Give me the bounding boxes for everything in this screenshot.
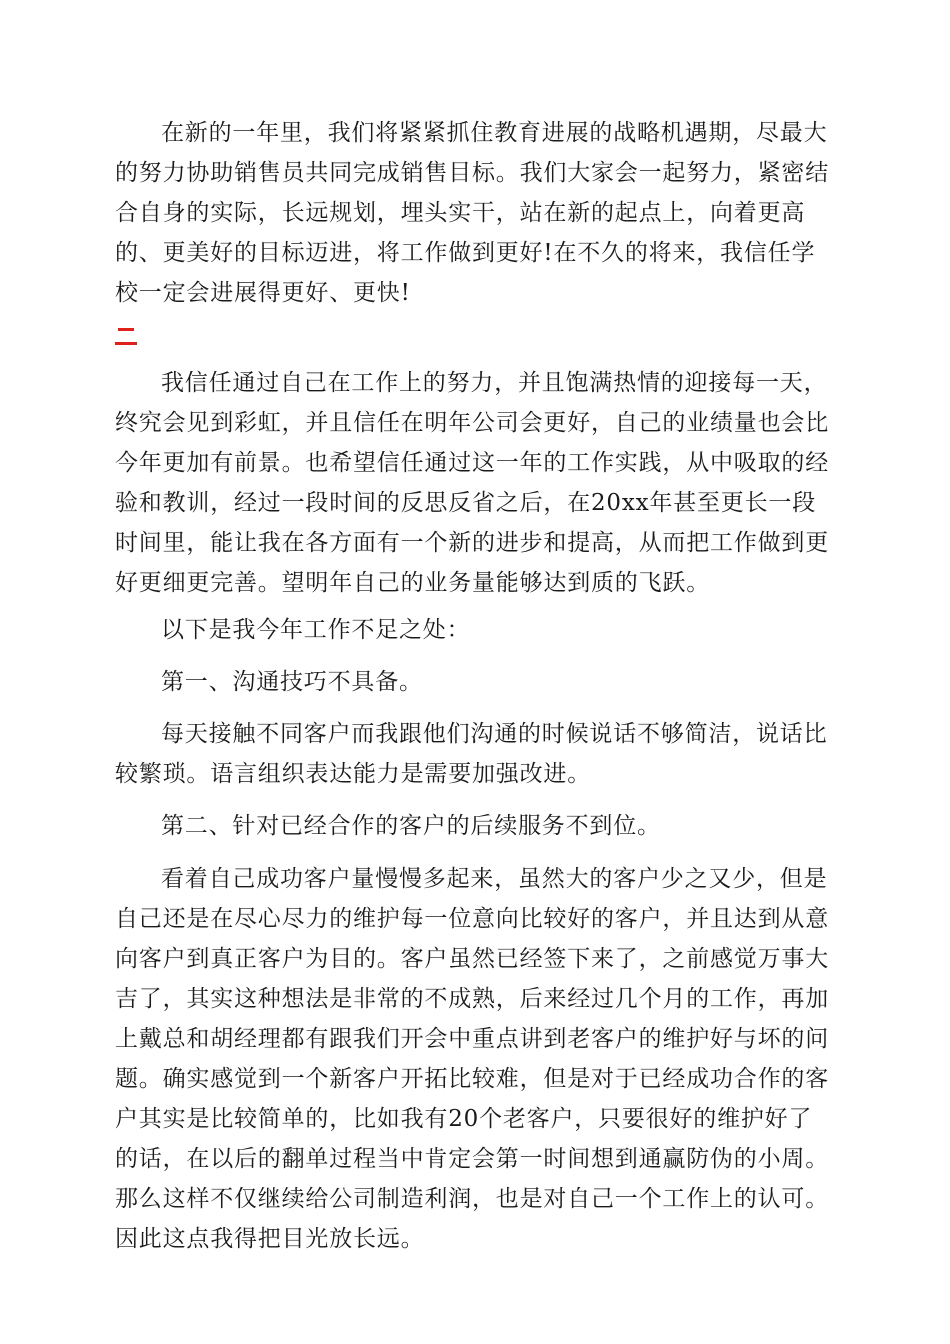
paragraph-closing-goals: 在新的一年里，我们将紧紧抓住教育进展的战略机遇期，尽最大的努力协助销售员共同完成销售目标。我们大家会一起努力，紧密结合自身的实际，长远规划，埋头实干，站在新的起点上，向着更高的、更美好的目标迈进，将工作做到更好!在不久的将来，我信任学校一定会进展得更好、更快! [115,120,829,306]
paragraph-shortcomings-intro: 以下是我今年工作不足之处： [161,617,471,643]
paragraph-point-one-title: 第一、沟通技巧不具备。 [161,669,423,695]
section-label [115,327,116,328]
section-number-two [115,327,137,347]
section-mark-bottom-stroke [115,342,137,345]
section-mark-top-stroke [118,328,134,331]
paragraph-outlook: 我信任通过自己在工作上的努力，并且饱满热情的迎接每一天，终究会见到彩虹，并且信任在明年公司会更好，自己的业绩量也会比今年更加有前景。也希望信任通过这一年的工作实践，从中吸取的经验和教训，经过一段时间的反思反省之后，在20xx年甚至更长一段时间里，能让我在各方面有一个新的进步和提高，从而把工作做到更好更细更完善。望明年自己的业务量能够达到质的飞跃。 [115,370,829,596]
paragraph-point-two-title: 第二、针对已经合作的客户的后续服务不到位。 [161,813,661,839]
paragraph-point-two-detail: 看着自己成功客户量慢慢多起来，虽然大的客户少之又少，但是自己还是在尽心尽力的维护每一位意向比较好的客户，并且达到从意向客户到真正客户为目的。客户虽然已经签下来了，之前感觉万事大吉了，其实这种想法是非常的不成熟，后来经过几个月的工作，再加上戴总和胡经理都有跟我们开会中重点讲到老客户的维护好与坏的问题。确实感觉到一个新客户开拓比较难，但是对于已经成功合作的客户其实是比较简单的，比如我有20个老客户，只要很好的维护好了的话，在以后的翻单过程当中肯定会第一时间想到通赢防伪的小周。那么这样不仅继续给公司制造利润，也是对自己一个工作上的认可。因此这点我得把目光放长远。 [115,866,829,1252]
paragraph-point-one-detail: 每天接触不同客户而我跟他们沟通的时候说话不够简洁，说话比较繁琐。语言组织表达能力是需要加强改进。 [115,721,828,787]
